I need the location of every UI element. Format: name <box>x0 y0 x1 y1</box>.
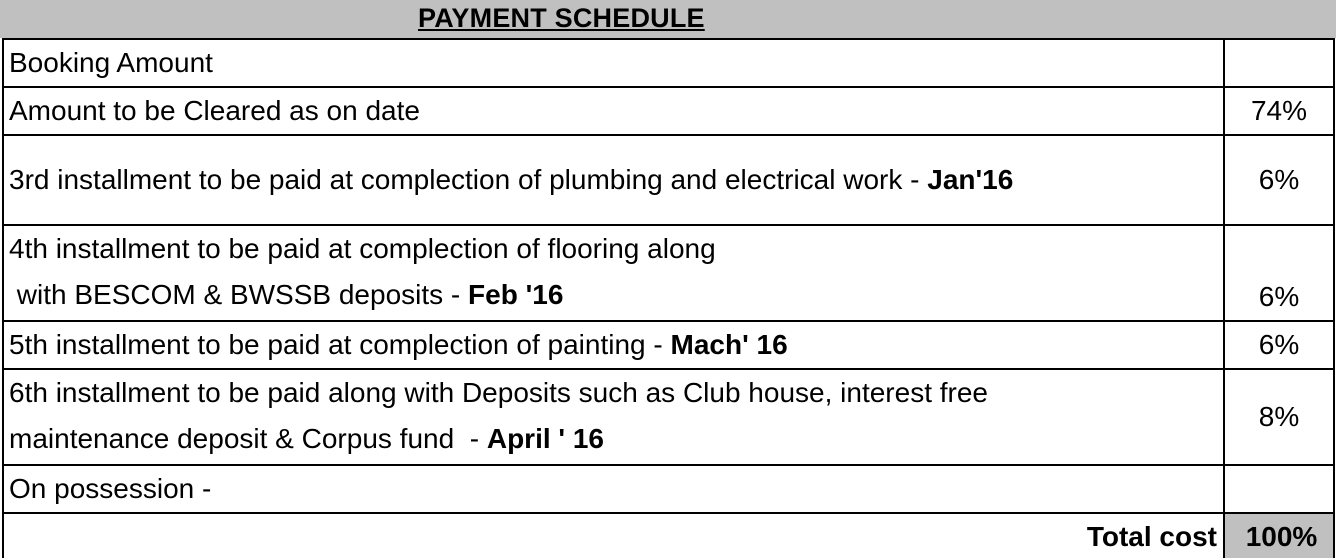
due-date: Mach' 16 <box>670 329 788 360</box>
table-row <box>3 369 1334 465</box>
total-value: 100% <box>1224 513 1334 558</box>
row-percentage: 74% <box>1224 87 1334 135</box>
total-label: Total cost <box>3 513 1224 558</box>
row-percentage: 6% <box>1224 135 1334 225</box>
row-percentage: 8% <box>1224 369 1334 465</box>
payment-schedule-table <box>2 38 1335 558</box>
row-percentage <box>1224 465 1334 513</box>
row-description: 3rd installment to be paid at complection of plumbing and electrical work - Jan'16 <box>3 135 1224 225</box>
row-percentage <box>1224 39 1334 87</box>
row-description: On possession - <box>3 465 1224 513</box>
table-row <box>3 39 1334 87</box>
due-date: Jan'16 <box>927 164 1014 195</box>
row-percentage: 6% <box>1224 225 1334 321</box>
table-row <box>3 465 1334 513</box>
page-title: PAYMENT SCHEDULE <box>418 3 705 33</box>
table-row <box>3 135 1334 225</box>
total-row <box>3 513 1334 558</box>
table-row <box>3 87 1334 135</box>
row-description: 5th installment to be paid at complection of painting - Mach' 16 <box>3 321 1224 369</box>
row-description: 6th installment to be paid along with Deposits such as Club house, interest free maintenance deposit & Corpus fund - April ' 16 <box>3 369 1224 465</box>
table-row <box>3 225 1334 321</box>
due-date: April ' 16 <box>486 423 604 454</box>
row-description: Amount to be Cleared as on date <box>3 87 1224 135</box>
title-bar <box>0 0 1336 38</box>
due-date: Feb '16 <box>468 279 564 310</box>
row-description: Booking Amount <box>3 39 1224 87</box>
row-percentage: 6% <box>1224 321 1334 369</box>
row-description: 4th installment to be paid at complection of flooring along with BESCOM & BWSSB deposits - Feb '16 <box>3 225 1224 321</box>
table-row <box>3 321 1334 369</box>
